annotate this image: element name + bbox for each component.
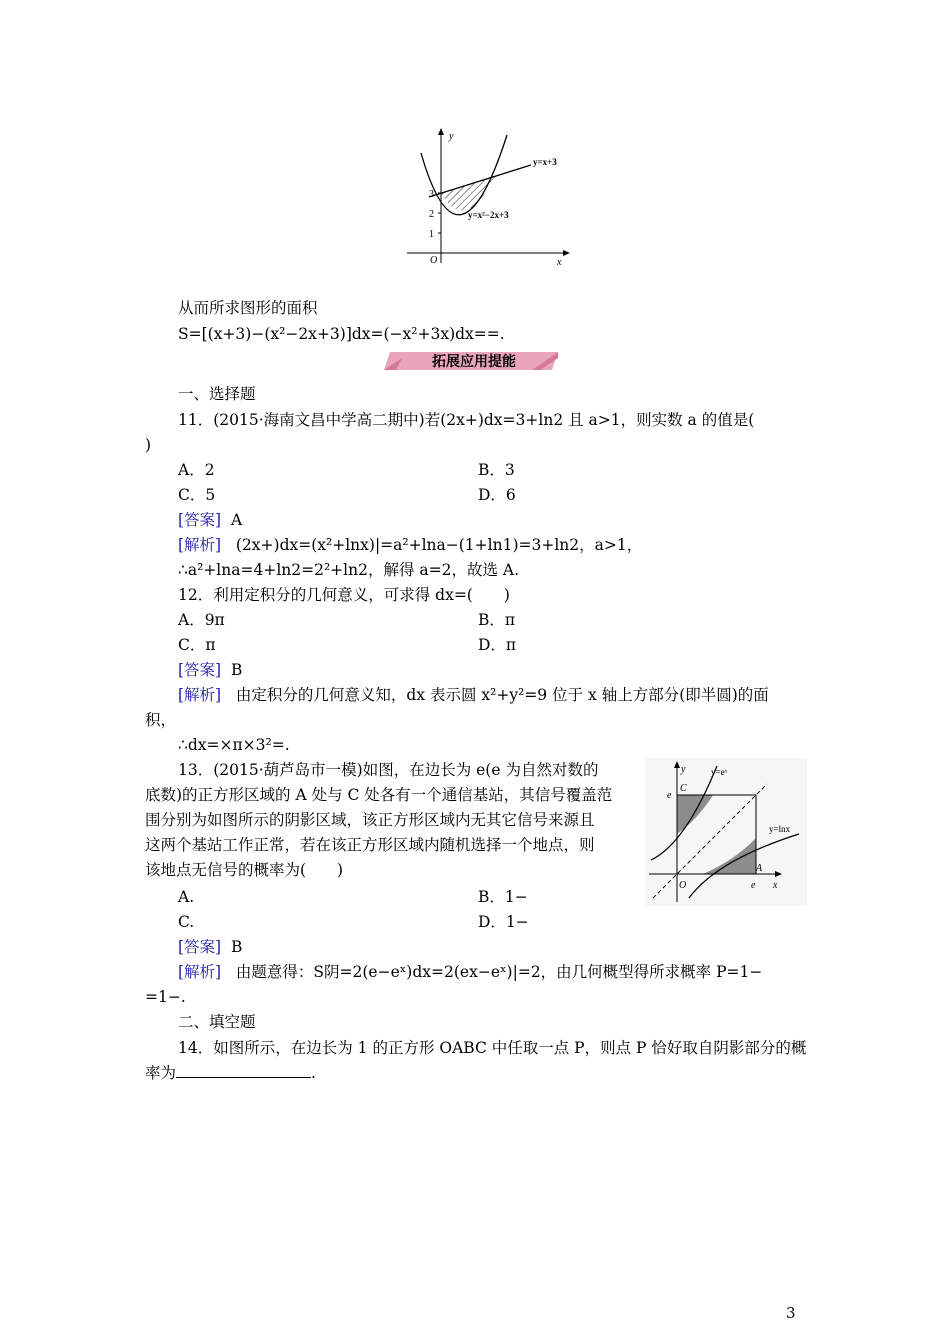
answer-value: A (230, 511, 243, 529)
exp-label: y=eˣ (711, 767, 728, 777)
hatched-region (441, 177, 495, 211)
analysis-tag: [解析] (178, 963, 222, 981)
q12-analysis-3: ∴dx=×π×3²=. (178, 736, 290, 754)
q13-analysis-2: =1−. (145, 988, 186, 1006)
point-c-label: C (680, 783, 687, 794)
ln-label: y=lnx (769, 824, 791, 834)
q13-answer (178, 936, 242, 958)
analysis-tag: [解析] (178, 536, 222, 554)
q11-analysis-1 (178, 534, 642, 556)
answer-tag: [答案] (178, 661, 222, 679)
q13-option-a: A. (178, 888, 195, 906)
answer-tag: [答案] (178, 938, 222, 956)
point-a-label: A (756, 863, 763, 874)
q12-analysis-1 (178, 684, 769, 706)
x-axis-label: x (773, 880, 778, 891)
answer-value: B (230, 661, 243, 679)
section-fill-in: 二、填空题 (178, 1013, 256, 1031)
section-banner (382, 348, 566, 374)
line-label: y=x+3 (533, 157, 557, 167)
q12-option-b: B．π (478, 611, 516, 629)
tick-label-1: 1 (429, 229, 434, 240)
q14-stem-2-text: 率为 (145, 1064, 177, 1082)
q11-stem-1: 11．(2015·海南文昌中学高二期中)若(2x+)dx=3+ln2 且 a>1，则实数 a 的值是( (178, 411, 755, 429)
tick-label-2: 2 (429, 209, 434, 220)
q14-stem-2 (145, 1062, 316, 1084)
q14-stem-2-end: . (311, 1064, 316, 1082)
q13-option-b: B．1− (478, 888, 528, 906)
q14-stem-1: 14．如图所示，在边长为 1 的正方形 OABC 中任取一点 P，则点 P 恰好取自阴影部分的概 (178, 1039, 807, 1057)
answer-tag: [答案] (178, 511, 222, 529)
analysis-text: (2x+)dx=(x²+lnx)|=a²+lna−(1+ln1)=3+ln2，a>1， (235, 536, 643, 554)
intro-line-2: S=[(x+3)−(x²−2x+3)]dx=(−x²+3x)dx==. (178, 325, 505, 343)
q11-answer (178, 509, 242, 531)
answer-blank[interactable] (176, 1063, 311, 1078)
analysis-text: 由题意得：S阴=2(e−eˣ)dx=2(ex−eˣ)|=2，由几何概型得所求概率 P=1− (235, 963, 763, 981)
analysis-text: 由定积分的几何意义知，dx 表示圆 x²+y²=9 位于 x 轴上方部分(即半圆)的面 (235, 686, 769, 704)
q12-option-c: C．π (178, 636, 216, 654)
analysis-tag: [解析] (178, 686, 222, 704)
y-axis-arrow (438, 128, 444, 135)
figure-exp-ln-square (645, 758, 807, 906)
e-bottom-label: e (751, 880, 756, 891)
parabola-label: y=x²−2x+3 (468, 210, 509, 220)
intro-line-1: 从而所求图形的面积 (178, 299, 318, 317)
origin-label: O (430, 255, 438, 265)
banner-text: 拓展应用提能 (432, 354, 516, 370)
q12-option-a: A．9π (178, 611, 225, 629)
page-number: 3 (786, 1304, 796, 1322)
q11-analysis-2: ∴a²+lna=4+ln2=2²+ln2，解得 a=2，故选 A. (178, 561, 520, 579)
y-axis-label: y (681, 764, 686, 775)
x-axis-arrow (563, 250, 570, 256)
q13-stem-2: 底数)的正方形区域的 A 处与 C 处各有一个通信基站，其信号覆盖范 (145, 786, 613, 804)
q11-option-d: D．6 (478, 486, 516, 504)
q13-stem-5: 该地点无信号的概率为( ) (145, 861, 344, 879)
origin-label: O (679, 880, 687, 891)
q13-option-c: C. (178, 913, 195, 931)
q11-option-c: C．5 (178, 486, 216, 504)
q11-option-a: A．2 (178, 461, 215, 479)
section-choice: 一、选择题 (178, 385, 256, 403)
q13-option-d: D．1− (478, 913, 529, 931)
x-axis-label: x (557, 257, 562, 265)
tick-label-3: 3 (429, 189, 434, 200)
q13-stem-1: 13．(2015·葫芦岛市一模)如图，在边长为 e(e 为自然对数的 (178, 761, 599, 779)
q13-stem-3: 围分别为如图所示的阴影区域，该正方形区域内无其它信号来源且 (145, 811, 595, 829)
q13-analysis-1 (178, 961, 762, 983)
figure-parabola-line (405, 125, 575, 265)
y-axis-label: y (449, 131, 454, 142)
q12-answer (178, 659, 242, 681)
e-top-label: e (667, 790, 672, 801)
q13-stem-4: 这两个基站工作正常，若在该正方形区域内随机选择一个地点，则 (145, 836, 595, 854)
q12-option-d: D．π (478, 636, 517, 654)
q12-stem: 12．利用定积分的几何意义，可求得 dx=( ) (178, 586, 510, 604)
q12-analysis-2: 积， (145, 711, 177, 729)
q11-stem-2: ) (145, 436, 152, 454)
answer-value: B (230, 938, 243, 956)
q11-option-b: B．3 (478, 461, 515, 479)
